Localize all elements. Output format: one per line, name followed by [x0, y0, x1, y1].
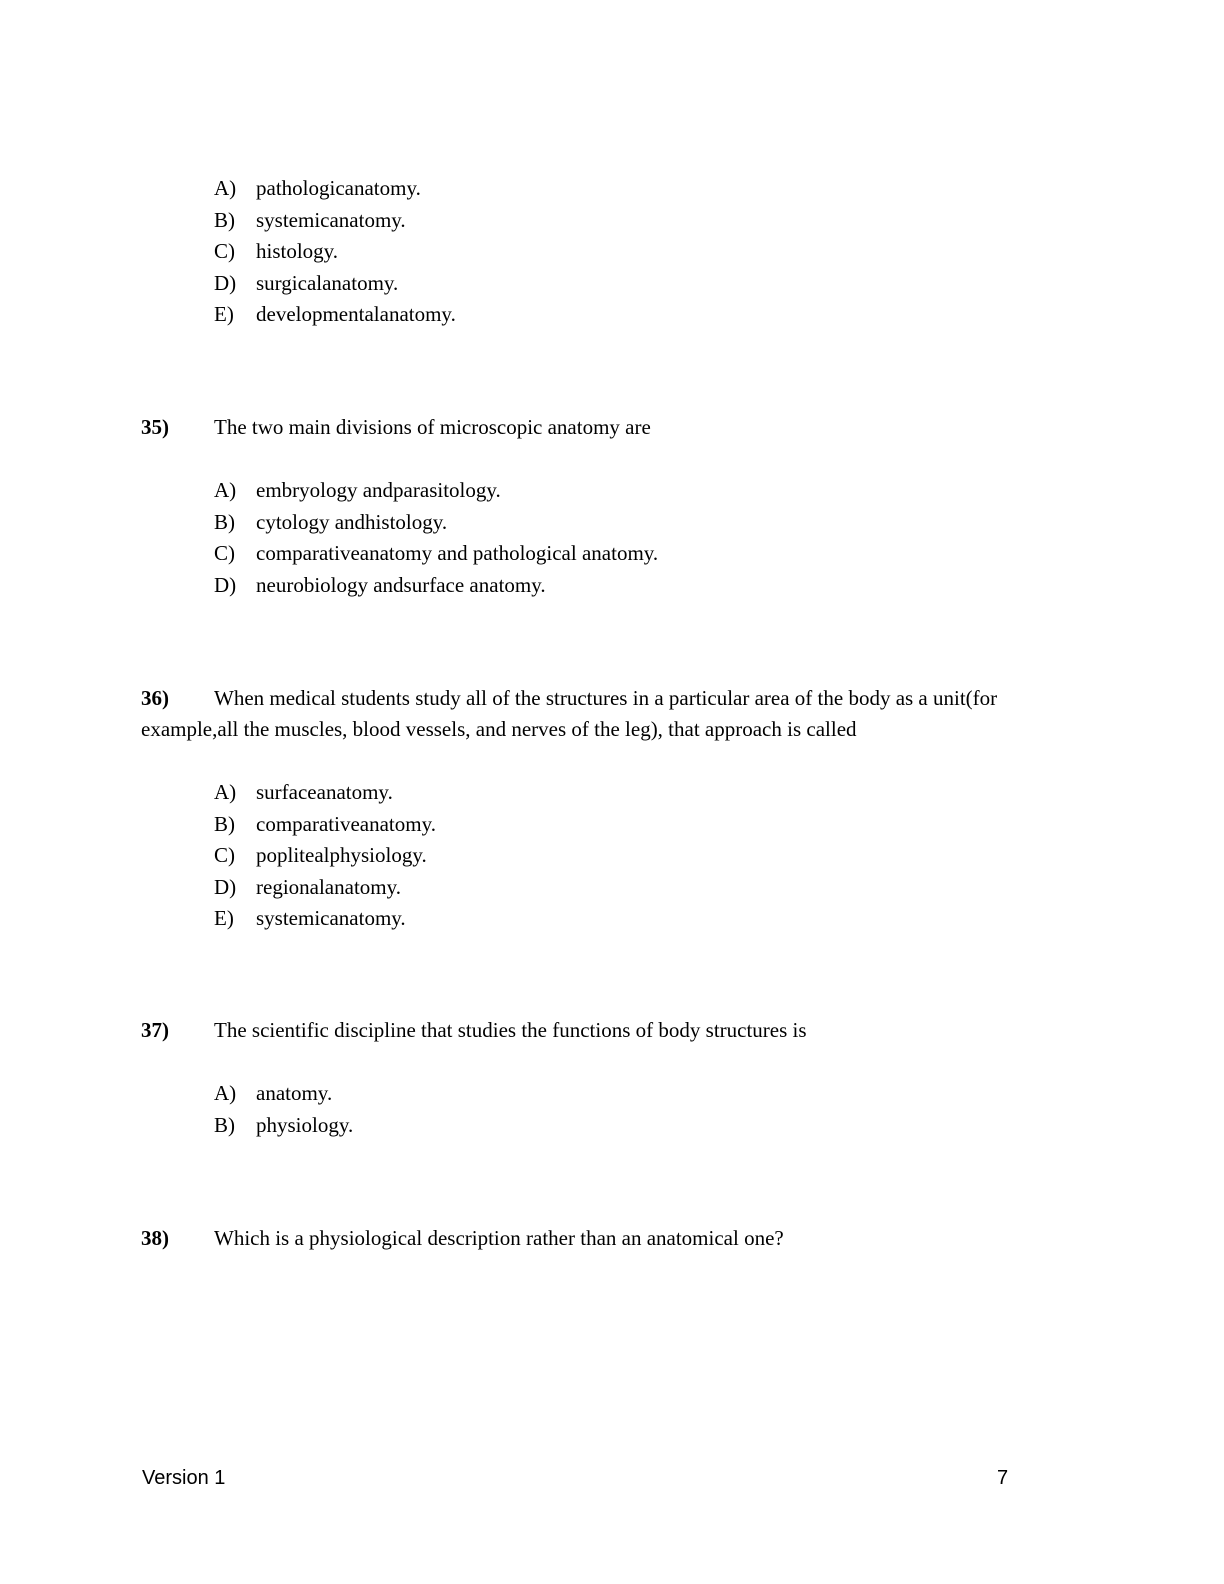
option-text: surgicalanatomy.	[256, 270, 399, 295]
option-letter: B)	[214, 509, 235, 534]
option-text: comparativeanatomy and pathological anatomy.	[256, 541, 659, 565]
q34-option-c	[214, 236, 456, 268]
option-letter: E)	[214, 302, 234, 326]
q36-option-d	[214, 872, 436, 904]
q36-option-b	[214, 809, 436, 841]
option-letter: A)	[214, 780, 237, 804]
option-text: comparativeanatomy.	[256, 811, 436, 836]
footer-version: Version 1	[142, 1467, 226, 1489]
q35-text: The two main divisions of microscopic anatomy are	[214, 415, 651, 439]
q36-text: When medical students study all of the structures in a particular area of the body as a unit(for example,all the muscles, blood vessels, and nerves of the leg), that approach is called	[141, 686, 998, 741]
q37-option-a	[214, 1078, 353, 1110]
option-letter: E)	[214, 906, 234, 930]
option-letter: C)	[214, 541, 235, 565]
q35-option-b	[214, 507, 658, 539]
option-letter: B)	[214, 811, 235, 836]
option-text: systemicanatomy.	[256, 906, 406, 930]
q37-option-b	[214, 1110, 353, 1142]
q35-option-d	[214, 570, 658, 602]
q34-option-e	[214, 299, 456, 331]
option-letter: D)	[214, 572, 237, 597]
option-text: physiology.	[256, 1112, 354, 1137]
option-letter: B)	[214, 1112, 235, 1137]
q34-option-a	[214, 173, 456, 205]
q36-option-a	[214, 777, 436, 809]
option-letter: C)	[214, 239, 235, 263]
option-text: pathologicanatomy.	[256, 176, 421, 200]
option-letter: D)	[214, 874, 237, 899]
q37-number: 37)	[141, 1018, 169, 1042]
option-text: embryology andparasitology.	[256, 478, 501, 502]
q38-text: Which is a physiological description rather than an anatomical one?	[214, 1226, 784, 1250]
option-letter: C)	[214, 843, 235, 867]
q35-option-c	[214, 538, 658, 570]
q35-option-a	[214, 475, 658, 507]
option-text: anatomy.	[256, 1081, 333, 1105]
q36-question	[141, 683, 1041, 745]
option-letter: A)	[214, 176, 237, 200]
option-text: cytology andhistology.	[256, 509, 448, 534]
page-number: 7	[997, 1467, 1009, 1489]
option-letter: A)	[214, 478, 237, 502]
option-text: regionalanatomy.	[256, 874, 402, 899]
q35-options	[214, 475, 658, 601]
option-text: neurobiology andsurface anatomy.	[256, 572, 546, 597]
option-text: poplitealphysiology.	[256, 843, 427, 867]
option-letter: D)	[214, 270, 237, 295]
option-letter: A)	[214, 1081, 237, 1105]
option-text: systemicanatomy.	[256, 207, 406, 232]
q36-option-e	[214, 903, 436, 935]
q38-number: 38)	[141, 1226, 169, 1250]
q36-options	[214, 777, 436, 935]
q37-text: The scientific discipline that studies the functions of body structures is	[214, 1018, 807, 1042]
q34-option-b	[214, 205, 456, 237]
option-text: histology.	[256, 239, 339, 263]
q34-options	[214, 173, 456, 331]
option-text: surfaceanatomy.	[256, 780, 393, 804]
option-text: developmentalanatomy.	[256, 302, 456, 326]
q36-number: 36)	[141, 686, 169, 710]
q34-option-d	[214, 268, 456, 300]
q35-number: 35)	[141, 415, 169, 439]
q37-options	[214, 1078, 353, 1141]
q36-option-c	[214, 840, 436, 872]
option-letter: B)	[214, 207, 235, 232]
